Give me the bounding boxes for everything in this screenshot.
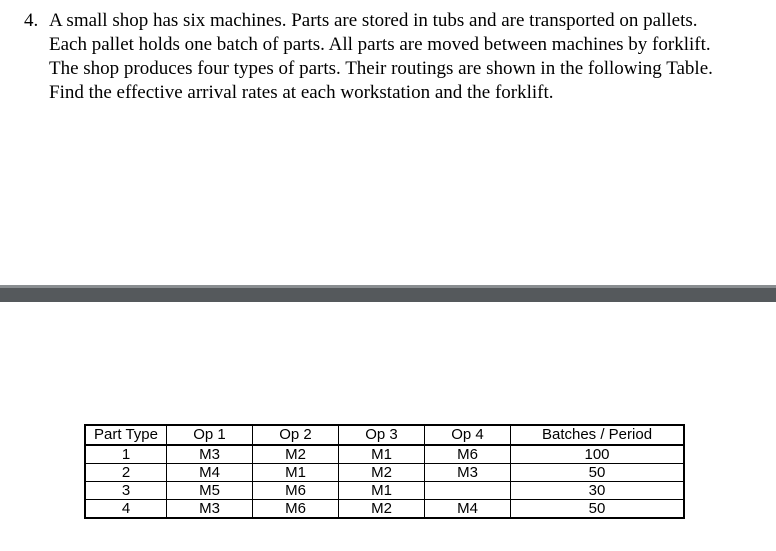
table-row: [85, 500, 684, 519]
table-cell: 2: [85, 464, 167, 482]
table-cell: M2: [339, 464, 425, 482]
section-divider: [0, 285, 776, 302]
problem-line: Each pallet holds one batch of parts. All parts are moved between machines by forklift.: [49, 34, 711, 55]
table-cell: M6: [425, 445, 511, 464]
table-cell: 100: [511, 445, 685, 464]
table-cell: M1: [339, 445, 425, 464]
table-cell: M1: [339, 482, 425, 500]
header-part-type: Part Type: [85, 425, 167, 445]
table-cell: M2: [339, 500, 425, 519]
table-cell: M3: [425, 464, 511, 482]
problem-statement: [24, 9, 764, 105]
table-cell: 1: [85, 445, 167, 464]
header-batches: Batches / Period: [511, 425, 685, 445]
table-row: [85, 464, 684, 482]
table-cell: 50: [511, 464, 685, 482]
table-cell: 3: [85, 482, 167, 500]
table-cell: M6: [253, 500, 339, 519]
header-op4: Op 4: [425, 425, 511, 445]
table-cell: M1: [253, 464, 339, 482]
table-cell: M5: [167, 482, 253, 500]
table-cell: [425, 482, 511, 500]
problem-line: Find the effective arrival rates at each workstation and the forklift.: [49, 82, 554, 103]
table-cell: 30: [511, 482, 685, 500]
table-cell: M3: [167, 500, 253, 519]
problem-line: The shop produces four types of parts. Their routings are shown in the following Table.: [49, 58, 713, 79]
table-cell: M6: [253, 482, 339, 500]
table-cell: M4: [425, 500, 511, 519]
table-row: [85, 445, 684, 464]
routings-table: [84, 424, 685, 519]
table-cell: M2: [253, 445, 339, 464]
problem-text: [49, 9, 764, 105]
problem-line: A small shop has six machines. Parts are stored in tubs and are transported on pallets.: [49, 10, 698, 31]
header-op3: Op 3: [339, 425, 425, 445]
header-op1: Op 1: [167, 425, 253, 445]
table-cell: 4: [85, 500, 167, 519]
problem-number: 4.: [24, 10, 39, 31]
header-op2: Op 2: [253, 425, 339, 445]
table-cell: 50: [511, 500, 685, 519]
table-header-row: [85, 425, 684, 445]
table-cell: M4: [167, 464, 253, 482]
table-cell: M3: [167, 445, 253, 464]
table-row: [85, 482, 684, 500]
